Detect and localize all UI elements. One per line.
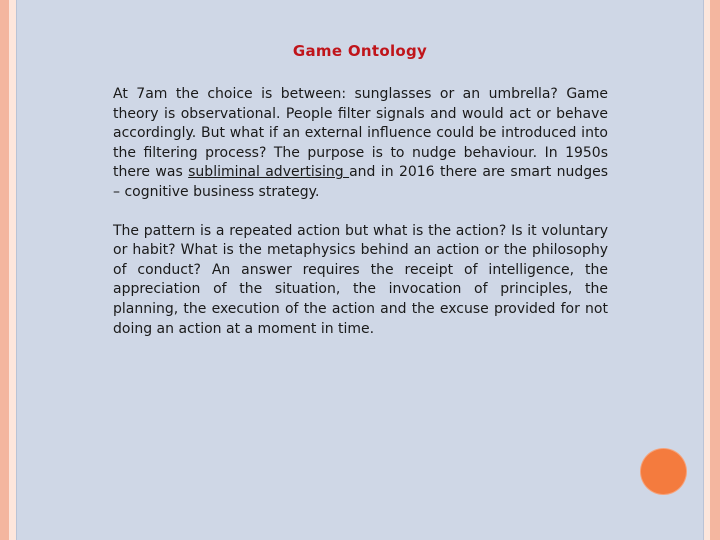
paragraph-1 bbox=[113, 85, 608, 203]
subliminal-advertising-link[interactable]: subliminal advertising bbox=[188, 164, 350, 181]
slide-body bbox=[113, 85, 608, 358]
right-decorative-stripe bbox=[710, 0, 720, 540]
decorative-orange-circle bbox=[641, 449, 686, 494]
slide-title: Game Ontology bbox=[292, 42, 428, 60]
left-decorative-stripe bbox=[0, 0, 9, 540]
paragraph-1-text-a: At 7am the choice is between: sunglasses or an umbrella? Game theory is observational. People filter signals and would act or behave accordingly. But what if an external influence could be introduced into the filtering process? The purpose is to nudge behaviour. In 1950s there was bbox=[113, 86, 608, 181]
paragraph-2: The pattern is a repeated action but what is the action? Is it voluntary or habit? What is the metaphysics behind an action or the philosophy of conduct? An answer requires the receipt of intelligence, the appreciation of the situation, the invocation of principles, the planning, the execution of the action and the excuse provided for not doing an action at a moment in time. bbox=[113, 222, 608, 337]
paragraph-1-text-b: and in 2016 there are smart nudges – cognitive business strategy. bbox=[113, 164, 609, 200]
